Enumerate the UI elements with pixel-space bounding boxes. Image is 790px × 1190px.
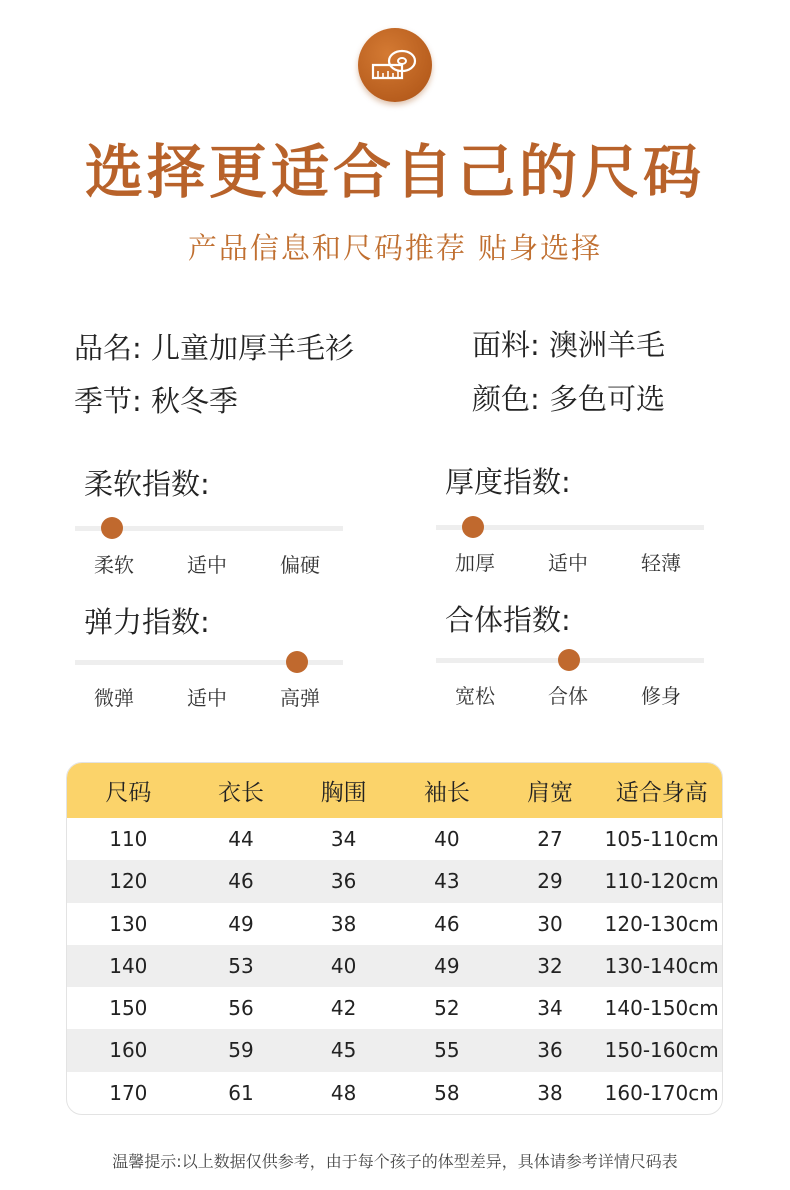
table-row: [67, 818, 722, 860]
table-cell: 46: [228, 869, 254, 894]
fit-level-1: 宽松: [455, 684, 495, 708]
table-row: [67, 860, 722, 902]
table-cell: 150-160cm: [604, 1038, 719, 1063]
table-row: [67, 903, 722, 945]
table-cell: 45: [330, 1038, 357, 1063]
table-cell: 36: [330, 869, 357, 894]
table-cell: 160: [109, 1038, 148, 1063]
header-length: 衣长: [217, 780, 264, 806]
table-cell: 49: [228, 911, 254, 936]
table-cell: 120-130cm: [604, 911, 719, 936]
table-cell: 130-140cm: [604, 953, 719, 978]
header-size: 尺码: [105, 780, 152, 806]
table-cell: 53: [228, 953, 254, 978]
softness-level-3: 偏硬: [280, 553, 320, 577]
table-cell: 56: [228, 996, 254, 1021]
table-cell: 160-170cm: [604, 1080, 719, 1105]
product-color: 颜色: 多色可选: [472, 382, 665, 416]
elasticity-slider-knob: [286, 651, 308, 673]
header-chest: 胸围: [320, 780, 367, 806]
table-row: [67, 987, 722, 1029]
table-cell: 40: [434, 827, 460, 852]
table-cell: 30: [537, 911, 563, 936]
table-cell: 105-110cm: [604, 827, 719, 852]
table-cell: 59: [228, 1038, 254, 1063]
fit-level-2: 合体: [548, 684, 588, 708]
footer-note: 温馨提示:以上数据仅供参考，由于每个孩子的体型差异，具体请参考详情尺码表: [112, 1152, 678, 1171]
table-cell: 55: [434, 1038, 460, 1063]
thickness-slider-knob: [462, 516, 484, 538]
table-cell: 170: [109, 1080, 148, 1105]
elasticity-level-2: 适中: [187, 686, 227, 710]
thickness-level-1: 加厚: [455, 551, 495, 575]
table-cell: 140: [109, 953, 148, 978]
table-cell: 44: [228, 827, 254, 852]
size-table: [66, 762, 723, 1115]
table-cell: 58: [434, 1080, 460, 1105]
table-cell: 27: [537, 827, 563, 852]
table-row: [67, 1029, 722, 1071]
size-table-body: [67, 818, 722, 1114]
header-shoulder: 肩宽: [527, 780, 574, 806]
softness-level-2: 适中: [187, 553, 227, 577]
elasticity-index-title: 弹力指数:: [84, 605, 210, 639]
thickness-level-3: 轻薄: [641, 551, 681, 575]
tape-measure-badge: [358, 28, 432, 102]
table-cell: 140-150cm: [604, 996, 719, 1021]
fit-slider-knob: [558, 649, 580, 671]
elasticity-level-1: 微弹: [94, 686, 134, 710]
fit-index-title: 合体指数:: [445, 603, 571, 637]
softness-level-1: 柔软: [94, 553, 134, 577]
thickness-index-title: 厚度指数:: [445, 465, 571, 499]
table-cell: 52: [434, 996, 460, 1021]
table-cell: 49: [434, 953, 460, 978]
page-subtitle: 产品信息和尺码推荐 贴身选择: [187, 231, 603, 265]
header-sleeve: 袖长: [423, 780, 470, 806]
product-fabric: 面料: 澳洲羊毛: [472, 328, 665, 362]
table-cell: 34: [330, 827, 357, 852]
table-cell: 110: [109, 827, 148, 852]
table-row: [67, 945, 722, 987]
tape-measure-icon: [371, 48, 419, 82]
table-cell: 34: [537, 996, 563, 1021]
table-row: [67, 1072, 722, 1114]
table-cell: 38: [330, 911, 357, 936]
softness-slider-knob: [101, 517, 123, 539]
page-title: 选择更适合自己的尺码: [84, 138, 705, 206]
table-cell: 42: [330, 996, 357, 1021]
table-cell: 150: [109, 996, 148, 1021]
thickness-level-2: 适中: [548, 551, 588, 575]
table-cell: 61: [228, 1080, 254, 1105]
table-cell: 32: [537, 953, 563, 978]
header-height: 适合身高: [615, 780, 708, 806]
fit-level-3: 修身: [641, 684, 681, 708]
table-cell: 120: [109, 869, 148, 894]
table-cell: 130: [109, 911, 148, 936]
softness-index-title: 柔软指数:: [84, 467, 210, 501]
table-cell: 48: [330, 1080, 357, 1105]
table-cell: 46: [434, 911, 460, 936]
table-cell: 40: [330, 953, 357, 978]
product-name: 品名: 儿童加厚羊毛衫: [74, 331, 354, 365]
table-cell: 36: [537, 1038, 563, 1063]
table-cell: 110-120cm: [604, 869, 719, 894]
size-table-header: [67, 763, 722, 818]
product-season: 季节: 秋冬季: [74, 384, 238, 418]
elasticity-level-3: 高弹: [280, 686, 320, 710]
table-cell: 38: [537, 1080, 563, 1105]
table-cell: 43: [434, 869, 460, 894]
table-cell: 29: [537, 869, 563, 894]
